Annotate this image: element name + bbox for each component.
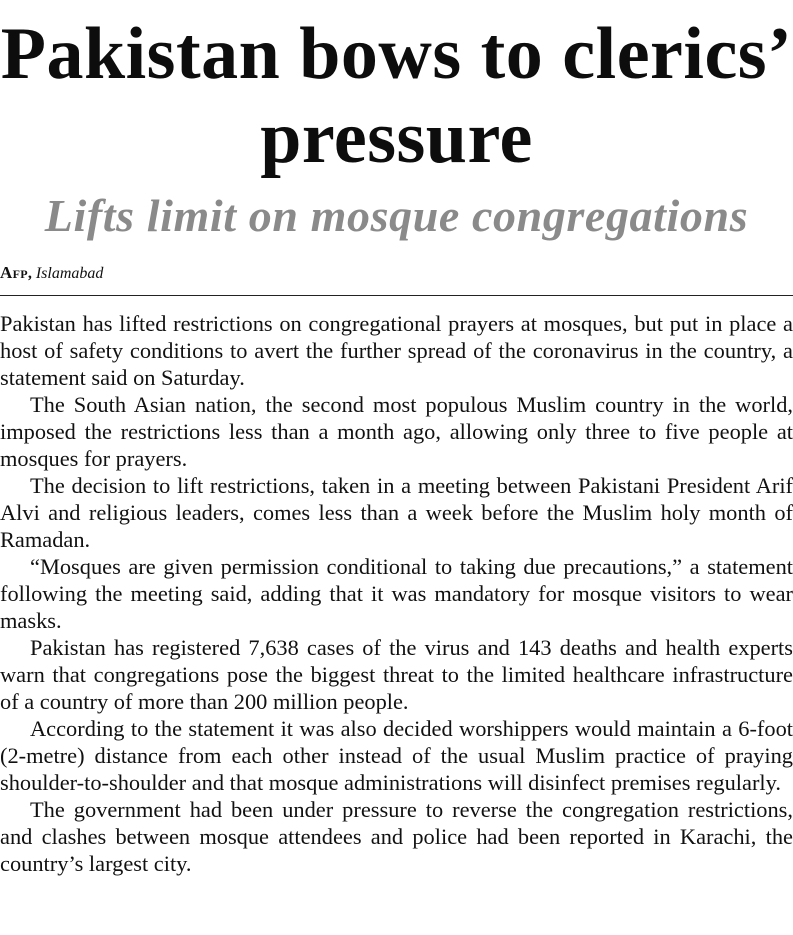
article-headline: Pakistan bows to clerics’ pressure <box>0 13 793 179</box>
article-paragraph: The South Asian nation, the second most populous Muslim country in the world, imposed the restrictions less than a month ago, allowing only three to five people at mosques for prayers. <box>0 392 793 471</box>
article-body <box>0 310 793 877</box>
article-paragraph: Pakistan has lifted restrictions on congregational prayers at mosques, but put in place a host of safety conditions to avert the further spread of the coronavirus in the country, a statement said on Saturday. <box>0 311 793 390</box>
article-paragraph: “Mosques are given permission conditional to taking due precautions,” a statement following the meeting said, adding that it was mandatory for mosque visitors to wear masks. <box>0 554 793 633</box>
byline-agency: Afp <box>0 263 28 282</box>
article-subheadline: Lifts limit on mosque congregations <box>44 190 749 241</box>
byline-location: Islamabad <box>35 265 104 282</box>
article-paragraph: Pakistan has registered 7,638 cases of the virus and 143 deaths and health experts warn that congregations pose the biggest threat to the limited healthcare infrastructure of a country of more than 200 million people. <box>0 635 793 714</box>
article-paragraph: The government had been under pressure to reverse the congregation restrictions, and clashes between mosque attendees and police had been reported in Karachi, the country’s largest city. <box>0 797 793 876</box>
article-paragraph: According to the statement it was also decided worshippers would maintain a 6-foot (2-metre) distance from each other instead of the usual Muslim practice of praying shoulder-to-shoulder and that mosque administrations will disinfect premises regularly. <box>0 716 793 795</box>
byline-separator: , <box>27 265 32 282</box>
article-paragraph: The decision to lift restrictions, taken in a meeting between Pakistani President Arif Alvi and religious leaders, comes less than a week before the Muslim holy month of Ramadan. <box>0 473 793 552</box>
byline-divider <box>0 295 793 296</box>
article-byline <box>0 262 103 285</box>
